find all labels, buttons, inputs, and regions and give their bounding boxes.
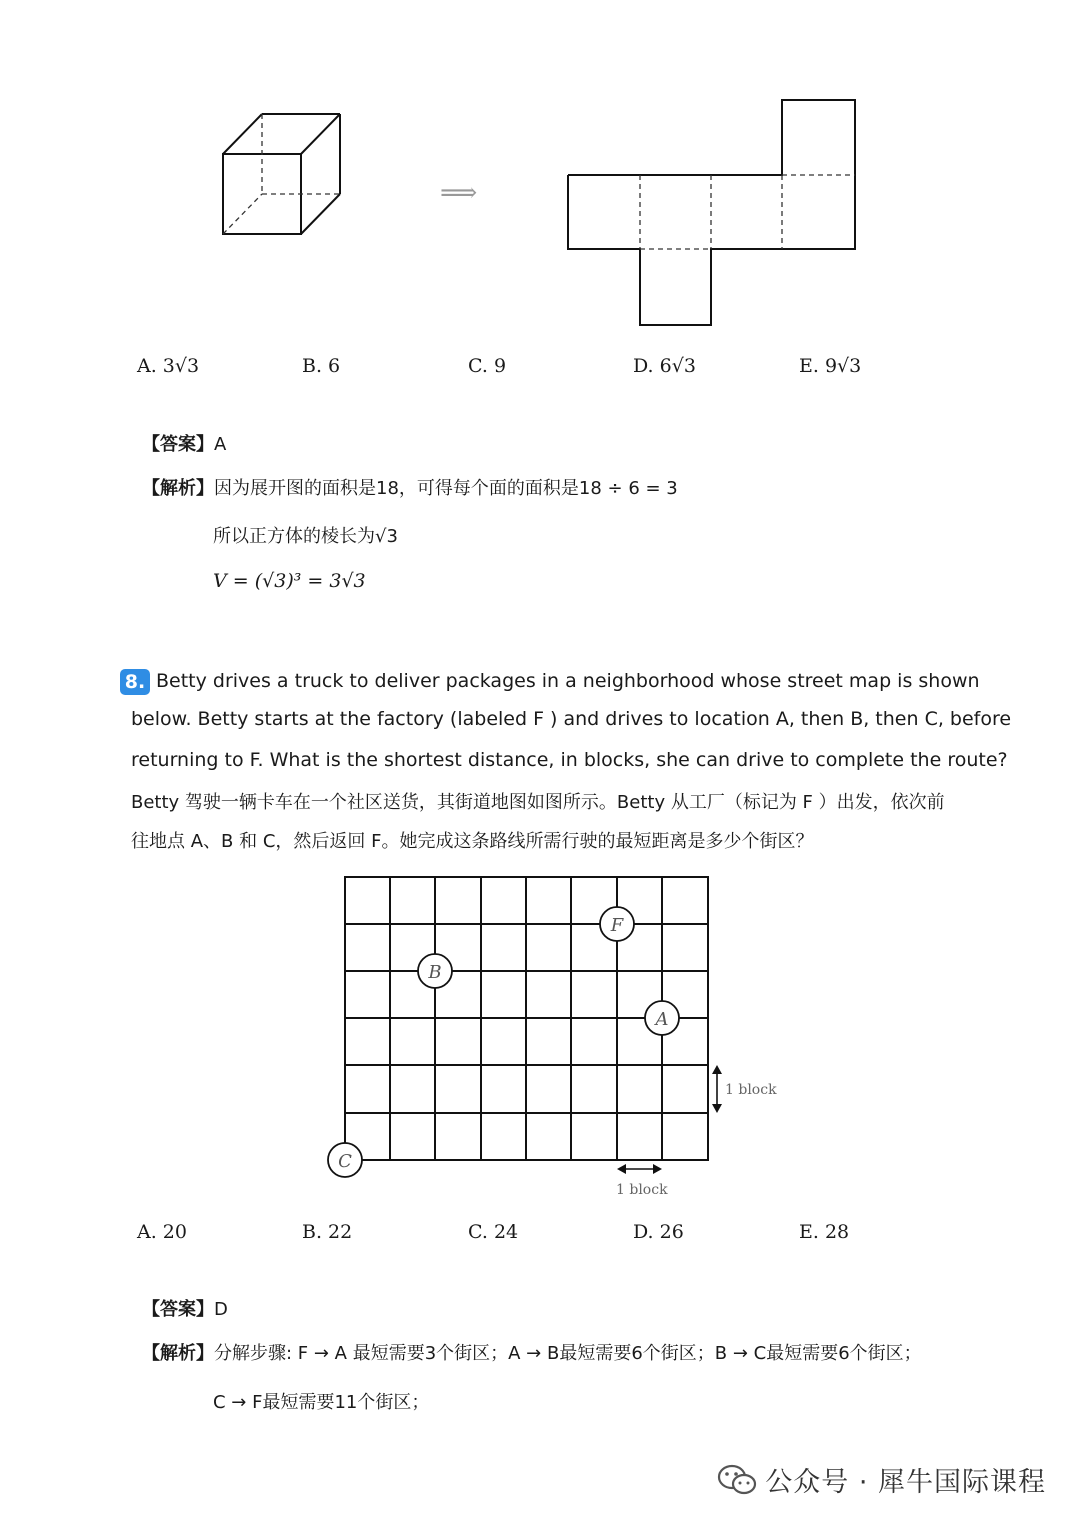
location-a-label: A — [655, 1009, 669, 1030]
wechat-icon — [717, 1463, 757, 1497]
q7-answer-label: 【答案】 — [142, 434, 214, 455]
q8-analysis-line1: 分解步骤: F → A 最短需要3个街区；A → B最短需要6个街区；B → C最短需要6个街区； — [214, 1343, 922, 1364]
location-c-label: C — [338, 1151, 352, 1172]
q7-answer-row — [142, 430, 226, 456]
street-map — [320, 868, 790, 1203]
q7-analysis-line2: 所以正方体的棱长为√3 — [213, 526, 398, 547]
cube-net-figure — [560, 92, 870, 332]
footer-watermark — [717, 1460, 1046, 1499]
q7-choice-d: D. 6√3 — [633, 355, 696, 377]
q7-analysis-row — [142, 474, 678, 500]
q8-text-line2: below. Betty starts at the factory (labeled F ) and drives to location A, then B, then C, before — [131, 708, 1012, 730]
q8-cn-line1: Betty 驾驶一辆卡车在一个社区送货，其街道地图如图所示。Betty 从工厂（标记为 F ）出发，依次前 — [131, 792, 945, 813]
q7-choice-a: A. 3√3 — [137, 355, 200, 377]
q8-analysis-label: 【解析】 — [142, 1343, 214, 1364]
q8-choice-a: A. 20 — [137, 1221, 187, 1243]
location-b-marker — [418, 954, 452, 988]
q7-analysis-label: 【解析】 — [142, 478, 214, 499]
horizontal-block-label: 1 block — [616, 1182, 668, 1198]
q8-answer-row — [142, 1295, 228, 1321]
footer-text: 公众号 · 犀牛国际课程 — [765, 1467, 1046, 1498]
q8-number-badge: 8. — [120, 669, 150, 695]
location-b-label: B — [428, 962, 442, 983]
location-c-marker — [328, 1143, 362, 1177]
q8-choice-e: E. 28 — [799, 1221, 850, 1243]
cube-figure — [210, 100, 360, 250]
vertical-block-label: 1 block — [725, 1082, 777, 1098]
location-f-marker — [600, 907, 634, 941]
transform-arrow: ⟹ — [440, 178, 478, 208]
q8-text-line1: 8. Betty drives a truck to deliver packages in a neighborhood whose street map is shown — [120, 662, 980, 701]
q8-text-line3: returning to F. What is the shortest distance, in blocks, she can drive to complete the route? — [131, 749, 1008, 771]
q8-cn-line2: 往地点 A、B 和 C，然后返回 F。她完成这条路线所需行驶的最短距离是多少个街区？ — [131, 831, 814, 852]
vertical-block-indicator — [712, 1065, 722, 1113]
q8-choice-d: D. 26 — [633, 1221, 684, 1243]
q8-answer-label: 【答案】 — [142, 1299, 214, 1320]
horizontal-block-indicator — [617, 1164, 662, 1174]
q8-choice-b: B. 22 — [302, 1221, 353, 1243]
q8-answer-value: D — [214, 1299, 228, 1320]
q7-choice-e: E. 9√3 — [799, 355, 862, 377]
location-f-label: F — [610, 915, 624, 936]
q8-analysis-line2: C → F最短需要11个街区； — [213, 1392, 430, 1413]
q7-choice-c: C. 9 — [468, 355, 507, 377]
q7-analysis-line1: 因为展开图的面积是18，可得每个面的面积是18 ÷ 6 = 3 — [214, 478, 678, 499]
location-a-marker — [645, 1001, 679, 1035]
q7-answer-value: A — [214, 434, 227, 455]
q7-choice-b: B. 6 — [302, 355, 341, 377]
q8-analysis-row — [142, 1339, 922, 1365]
q7-analysis-line3: V = (√3)³ = 3√3 — [213, 570, 366, 592]
q8-choice-c: C. 24 — [468, 1221, 519, 1243]
